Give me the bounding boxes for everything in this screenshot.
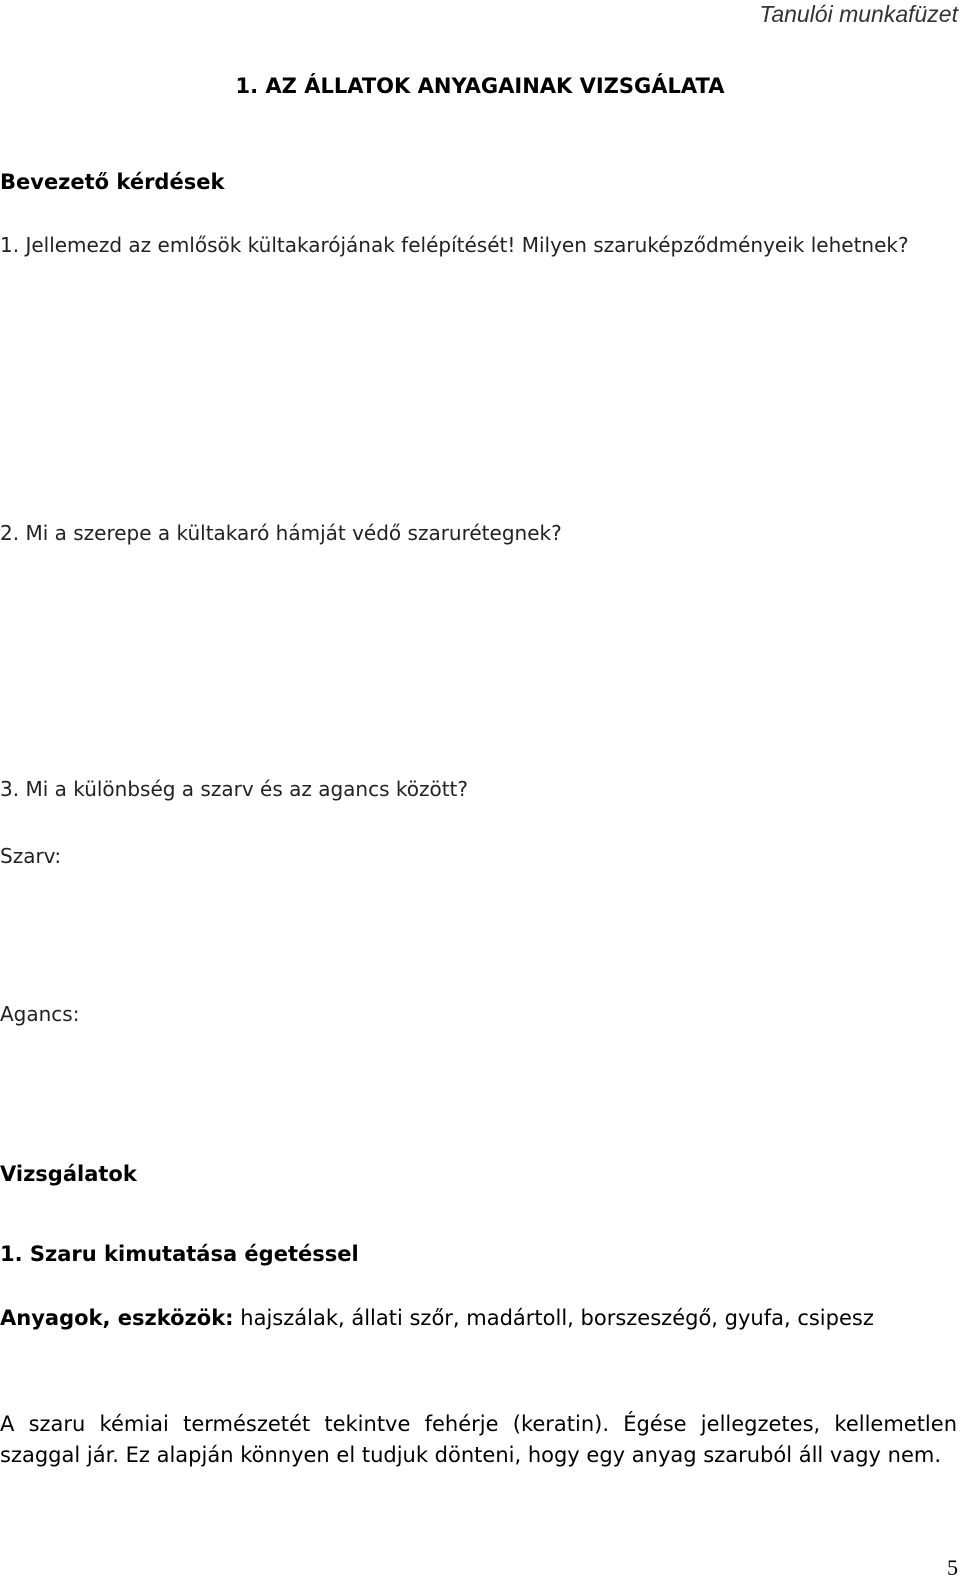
experiment-1-title: 1. Szaru kimutatása égetéssel: [0, 1242, 359, 1266]
chapter-title: 1. AZ ÁLLATOK ANYAGAINAK VIZSGÁLATA: [235, 74, 725, 98]
experiments-heading: Vizsgálatok: [0, 1162, 137, 1186]
answer-label-szarv: Szarv:: [0, 844, 62, 868]
experiment-description: A szaru kémiai természetét tekintve fehérje (keratin). Égése jellegzetes, kellemetlen szaggal jár. Ez alapján könnyen el tudjuk dönteni, hogy egy anyag szaruból áll vagy nem.: [0, 1412, 957, 1467]
answer-label-agancs: Agancs:: [0, 1002, 80, 1026]
workbook-header: Tanulói munkafüzet: [759, 1, 958, 27]
materials-paragraph: [0, 1303, 957, 1334]
materials-text: hajszálak, állati szőr, madártoll, borszeszégő, gyufa, csipesz: [233, 1306, 874, 1330]
question-1: 1. Jellemezd az emlősök kültakarójának felépítését! Milyen szaruképződményeik lehetnek?: [0, 233, 909, 257]
page-number: 5: [947, 1555, 958, 1580]
materials-label: Anyagok, eszközök:: [0, 1306, 234, 1330]
intro-questions-heading: Bevezető kérdések: [0, 170, 225, 194]
question-2: 2. Mi a szerepe a kültakaró hámját védő szarurétegnek?: [0, 521, 562, 545]
question-3: 3. Mi a különbség a szarv és az agancs között?: [0, 777, 468, 801]
